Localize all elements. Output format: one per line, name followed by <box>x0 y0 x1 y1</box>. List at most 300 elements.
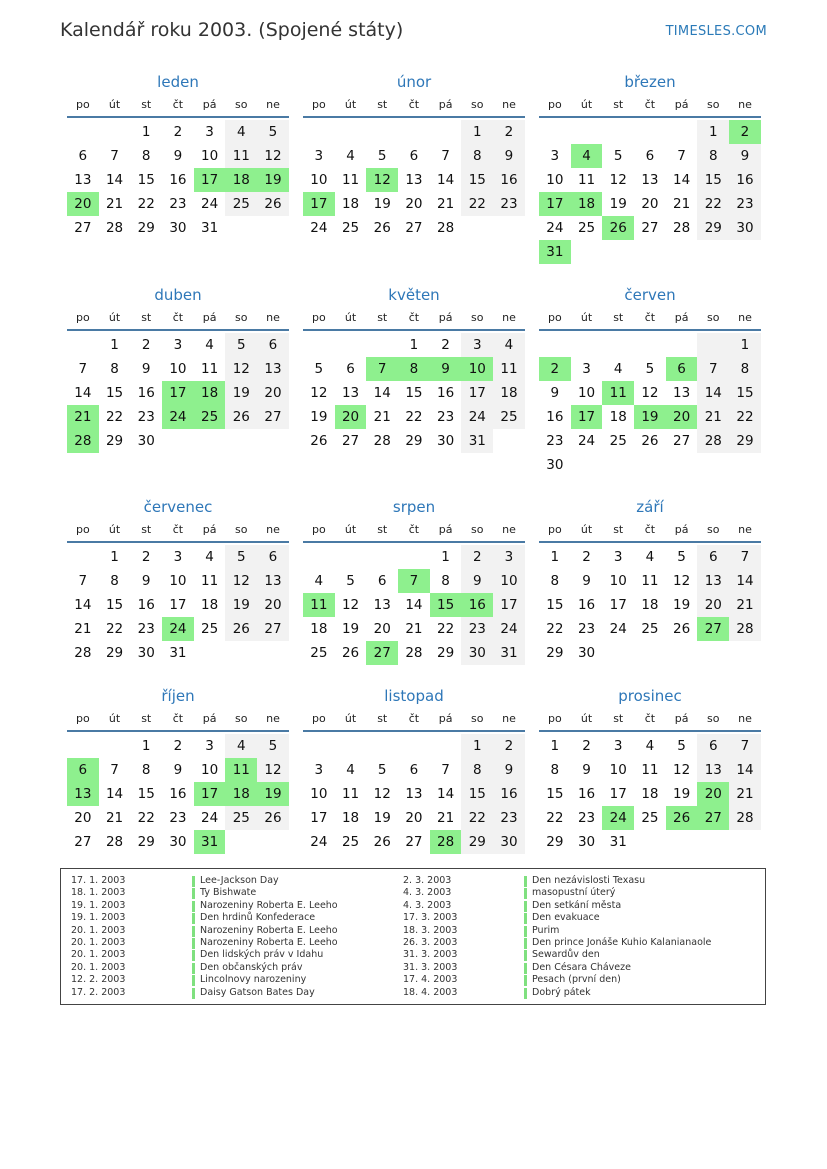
day-cell: 24 <box>201 196 219 212</box>
holiday-marker <box>192 988 195 999</box>
day-grid <box>539 120 761 264</box>
weekday-label: ne <box>266 311 280 324</box>
weekday-header <box>67 307 289 331</box>
weekday-label: ne <box>738 98 752 111</box>
holiday-marker <box>192 926 195 937</box>
day-cell: 23 <box>493 806 525 830</box>
holiday-marker <box>524 975 527 986</box>
weekday-label: čt <box>408 712 420 725</box>
day-cell: 4 <box>346 148 355 164</box>
month-block <box>539 70 761 264</box>
holiday-day-cell: 6 <box>666 357 698 381</box>
weekday-header <box>303 307 525 331</box>
day-cell: 25 <box>201 621 219 637</box>
month-name: září <box>636 498 664 516</box>
day-cell: 29 <box>546 834 564 850</box>
weekday-label: po <box>311 311 326 324</box>
day-cell: 21 <box>729 593 761 617</box>
holiday-day-cell: 9 <box>430 357 462 381</box>
holiday-day-cell: 24 <box>602 806 634 830</box>
day-cell: 16 <box>169 172 187 188</box>
day-cell: 13 <box>373 597 391 613</box>
day-cell: 10 <box>310 172 328 188</box>
day-cell: 14 <box>105 786 124 802</box>
day-cell: 6 <box>645 148 655 164</box>
weekday-label: po <box>311 712 326 725</box>
day-cell: 15 <box>546 597 564 613</box>
day-cell: 25 <box>577 220 596 236</box>
weekday-label: po <box>311 98 326 111</box>
weekday-label: po <box>75 523 90 536</box>
weekday-header <box>67 519 289 543</box>
day-cell: 1 <box>409 337 419 353</box>
day-cell: 2 <box>141 549 151 565</box>
day-cell: 14 <box>373 385 391 401</box>
weekday-header <box>539 519 761 543</box>
day-cell: 3 <box>173 549 183 565</box>
holiday-marker <box>524 988 527 999</box>
day-cell: 10 <box>546 172 564 188</box>
holiday-name: Den občanských práv <box>200 961 303 973</box>
day-cell: 6 <box>377 573 387 589</box>
day-cell: 24 <box>546 220 564 236</box>
day-cell: 25 <box>493 405 525 429</box>
holiday-name: Purim <box>532 924 560 936</box>
holiday-day-cell: 20 <box>335 405 367 429</box>
weekday-label: pá <box>202 712 217 725</box>
day-cell: 15 <box>137 786 155 802</box>
day-cell: 6 <box>697 545 729 569</box>
holiday-day-cell: 19 <box>634 405 666 429</box>
holiday-name: Den setkání města <box>532 899 622 911</box>
weekday-label: po <box>75 311 90 324</box>
holiday-day-cell: 27 <box>366 641 398 665</box>
day-cell: 24 <box>609 621 627 637</box>
day-cell: 9 <box>173 762 183 778</box>
holiday-day-cell: 19 <box>257 782 289 806</box>
holiday-date: 26. 3. 2003 <box>403 936 458 948</box>
empty-cell <box>571 120 603 144</box>
day-cell: 19 <box>225 593 257 617</box>
weekday-label: po <box>75 98 90 111</box>
day-cell: 23 <box>169 810 187 826</box>
day-grid <box>67 734 289 854</box>
day-cell: 30 <box>137 645 155 661</box>
weekday-header <box>67 708 289 732</box>
weekday-label: so <box>235 311 248 324</box>
weekday-label: ne <box>738 523 752 536</box>
day-cell: 13 <box>405 172 423 188</box>
holiday-day-cell: 16 <box>461 593 493 617</box>
holiday-day-cell: 17 <box>303 192 335 216</box>
month-name: leden <box>157 73 199 91</box>
day-cell: 19 <box>225 381 257 405</box>
day-cell: 9 <box>493 144 525 168</box>
holiday-name: Narozeniny Roberta E. Leeho <box>200 899 338 911</box>
holiday-day-cell: 27 <box>697 617 729 641</box>
weekday-label: pá <box>674 311 689 324</box>
weekday-header <box>539 708 761 732</box>
day-cell: 10 <box>609 573 627 589</box>
weekday-header <box>539 307 761 331</box>
day-cell: 21 <box>697 405 729 429</box>
weekday-label: st <box>377 98 388 111</box>
month-name: únor <box>396 73 432 91</box>
day-cell: 8 <box>141 148 151 164</box>
weekday-label: st <box>613 712 624 725</box>
holiday-marker <box>192 888 195 899</box>
weekday-label: čt <box>408 98 420 111</box>
day-cell: 30 <box>546 457 564 473</box>
empty-cell <box>366 545 398 569</box>
day-cell: 13 <box>673 385 691 401</box>
month-block <box>539 495 761 665</box>
holiday-day-cell: 24 <box>162 617 194 641</box>
empty-cell <box>430 120 462 144</box>
day-cell: 5 <box>346 573 355 589</box>
day-cell: 13 <box>697 569 729 593</box>
month-name: prosinec <box>618 687 682 705</box>
day-cell: 20 <box>74 810 92 826</box>
empty-cell <box>303 120 335 144</box>
day-cell: 14 <box>74 597 92 613</box>
day-cell: 2 <box>582 738 591 754</box>
day-grid <box>67 120 289 240</box>
empty-cell <box>666 333 698 357</box>
holiday-day-cell: 2 <box>729 120 761 144</box>
day-cell: 1 <box>110 549 119 565</box>
day-cell: 18 <box>641 786 659 802</box>
weekday-label: út <box>108 98 121 111</box>
day-cell: 16 <box>137 597 155 613</box>
weekday-label: čt <box>408 523 420 536</box>
day-cell: 1 <box>550 549 560 565</box>
day-cell: 25 <box>310 645 328 661</box>
weekday-label: pá <box>438 523 453 536</box>
day-cell: 9 <box>729 144 761 168</box>
day-cell: 8 <box>697 144 729 168</box>
day-cell: 6 <box>257 333 289 357</box>
holiday-name: Den Césara Cháveze <box>532 961 631 973</box>
holiday-name: Narozeniny Roberta E. Leeho <box>200 924 338 936</box>
day-cell: 11 <box>493 357 525 381</box>
day-cell: 27 <box>641 220 659 236</box>
day-cell: 8 <box>729 357 761 381</box>
holiday-date: 2. 3. 2003 <box>403 875 452 886</box>
day-cell: 4 <box>346 762 355 778</box>
empty-cell <box>398 545 430 569</box>
weekday-label: pá <box>438 98 453 111</box>
day-cell: 9 <box>141 361 151 377</box>
holiday-day-cell: 13 <box>67 782 99 806</box>
holiday-day-cell: 18 <box>194 381 226 405</box>
weekday-header <box>67 94 289 118</box>
day-cell: 26 <box>225 617 257 641</box>
holiday-date: 4. 3. 2003 <box>403 887 452 899</box>
day-cell: 3 <box>205 124 214 140</box>
holiday-name: Den hrdinů Konfederace <box>200 912 316 924</box>
day-cell: 23 <box>577 810 596 826</box>
day-cell: 16 <box>577 786 596 802</box>
holiday-date: 18. 4. 2003 <box>403 986 458 998</box>
holiday-name: masopustní úterý <box>532 887 616 899</box>
day-cell: 23 <box>137 621 155 637</box>
day-cell: 13 <box>74 172 92 188</box>
weekday-label: so <box>707 311 720 324</box>
day-cell: 19 <box>673 597 691 613</box>
day-cell: 19 <box>310 409 328 425</box>
day-cell: 12 <box>257 758 289 782</box>
holiday-date: 12. 2. 2003 <box>71 974 126 986</box>
weekday-label: út <box>580 98 593 111</box>
day-cell: 1 <box>461 734 493 758</box>
day-cell: 15 <box>461 168 493 192</box>
day-cell: 17 <box>609 597 627 613</box>
weekday-label: čt <box>172 98 184 111</box>
day-cell: 13 <box>341 385 360 401</box>
empty-cell <box>303 734 335 758</box>
day-cell: 10 <box>201 148 219 164</box>
day-cell: 2 <box>141 337 151 353</box>
holiday-day-cell: 27 <box>697 806 729 830</box>
day-cell: 7 <box>677 148 686 164</box>
empty-cell <box>303 333 335 357</box>
weekday-header <box>539 94 761 118</box>
day-cell: 14 <box>74 385 92 401</box>
day-cell: 29 <box>437 645 455 661</box>
day-cell: 12 <box>257 144 289 168</box>
day-cell: 10 <box>201 762 219 778</box>
day-cell: 25 <box>341 834 360 850</box>
day-cell: 22 <box>105 409 124 425</box>
weekday-label: út <box>108 523 121 536</box>
day-cell: 2 <box>173 738 183 754</box>
holiday-day-cell: 25 <box>194 405 226 429</box>
day-cell: 15 <box>105 597 124 613</box>
day-cell: 22 <box>137 196 155 212</box>
day-cell: 24 <box>310 834 328 850</box>
weekday-label: ne <box>502 712 516 725</box>
weekday-label: st <box>141 311 152 324</box>
day-cell: 29 <box>461 830 493 854</box>
day-cell: 5 <box>225 333 257 357</box>
weekday-label: ne <box>738 712 752 725</box>
weekday-label: pá <box>674 523 689 536</box>
day-cell: 12 <box>673 573 691 589</box>
day-cell: 5 <box>377 762 387 778</box>
weekday-label: čt <box>172 712 184 725</box>
empty-cell <box>335 734 367 758</box>
empty-cell <box>430 734 462 758</box>
empty-cell <box>335 120 367 144</box>
day-cell: 19 <box>341 621 360 637</box>
day-cell: 7 <box>78 361 88 377</box>
day-cell: 24 <box>577 433 596 449</box>
brand-link[interactable]: TIMESLES.COM <box>665 24 767 39</box>
weekday-label: st <box>141 712 152 725</box>
day-cell: 18 <box>341 810 360 826</box>
day-cell: 21 <box>74 621 92 637</box>
day-cell: 8 <box>110 361 119 377</box>
day-cell: 18 <box>493 381 525 405</box>
holiday-day-cell: 28 <box>430 830 462 854</box>
weekday-label: út <box>580 523 593 536</box>
weekday-label: so <box>707 712 720 725</box>
day-cell: 20 <box>405 196 423 212</box>
weekday-label: pá <box>202 311 217 324</box>
holiday-marker <box>192 963 195 974</box>
day-grid <box>303 545 525 665</box>
weekday-label: ne <box>266 98 280 111</box>
day-cell: 11 <box>201 361 219 377</box>
day-cell: 26 <box>373 220 391 236</box>
day-grid <box>539 734 761 854</box>
weekday-label: čt <box>172 311 184 324</box>
weekday-label: so <box>235 712 248 725</box>
day-cell: 26 <box>257 806 289 830</box>
weekday-label: út <box>108 311 121 324</box>
day-cell: 8 <box>461 144 493 168</box>
day-cell: 8 <box>141 762 151 778</box>
day-cell: 23 <box>169 196 187 212</box>
day-cell: 14 <box>673 172 691 188</box>
day-cell: 3 <box>173 337 183 353</box>
day-cell: 28 <box>729 806 761 830</box>
day-cell: 31 <box>493 641 525 665</box>
day-cell: 3 <box>550 148 560 164</box>
day-cell: 5 <box>645 361 655 377</box>
day-cell: 26 <box>673 621 691 637</box>
holiday-day-cell: 15 <box>430 593 462 617</box>
weekday-label: so <box>471 311 484 324</box>
weekday-label: ne <box>266 712 280 725</box>
month-block <box>303 70 525 240</box>
day-cell: 4 <box>645 549 655 565</box>
day-cell: 12 <box>609 172 627 188</box>
day-cell: 14 <box>729 758 761 782</box>
page-title: Kalendář roku 2003. (Spojené státy) <box>60 19 404 41</box>
day-cell: 6 <box>346 361 355 377</box>
holiday-marker <box>524 901 527 912</box>
day-grid <box>303 333 525 453</box>
day-cell: 18 <box>641 597 659 613</box>
day-cell: 19 <box>673 786 691 802</box>
month-name: květen <box>388 286 440 304</box>
empty-cell <box>634 333 666 357</box>
day-cell: 28 <box>405 645 423 661</box>
day-cell: 3 <box>314 762 324 778</box>
day-cell: 25 <box>225 806 257 830</box>
holiday-marker <box>524 876 527 887</box>
day-grid <box>539 545 761 665</box>
day-cell: 5 <box>677 549 686 565</box>
day-cell: 21 <box>437 810 455 826</box>
day-cell: 6 <box>697 734 729 758</box>
holiday-marker <box>524 963 527 974</box>
holiday-day-cell: 8 <box>398 357 430 381</box>
day-cell: 17 <box>609 786 627 802</box>
holiday-day-cell: 26 <box>666 806 698 830</box>
holiday-name: Den nezávislosti Texasu <box>532 875 646 886</box>
day-cell: 10 <box>310 786 328 802</box>
day-cell: 20 <box>257 593 289 617</box>
day-cell: 22 <box>461 806 493 830</box>
day-cell: 31 <box>461 429 493 453</box>
day-cell: 8 <box>550 762 560 778</box>
day-cell: 11 <box>341 786 360 802</box>
day-cell: 27 <box>74 220 92 236</box>
empty-cell <box>67 734 99 758</box>
day-cell: 9 <box>550 385 560 401</box>
weekday-label: st <box>377 311 388 324</box>
weekday-label: pá <box>674 98 689 111</box>
month-name: červen <box>624 286 676 304</box>
day-cell: 26 <box>257 192 289 216</box>
day-cell: 17 <box>461 381 493 405</box>
day-cell: 22 <box>405 409 423 425</box>
holiday-name: Daisy Gatson Bates Day <box>200 986 315 998</box>
day-cell: 11 <box>225 144 257 168</box>
weekday-label: so <box>471 523 484 536</box>
holiday-day-cell: 18 <box>225 782 257 806</box>
day-cell: 16 <box>729 168 761 192</box>
holiday-date: 17. 4. 2003 <box>403 974 458 986</box>
day-grid <box>67 333 289 453</box>
day-cell: 15 <box>137 172 155 188</box>
day-cell: 19 <box>373 196 391 212</box>
day-cell: 26 <box>310 433 328 449</box>
day-cell: 9 <box>493 758 525 782</box>
weekday-label: ne <box>502 523 516 536</box>
weekday-label: st <box>377 523 388 536</box>
day-cell: 21 <box>373 409 391 425</box>
holiday-date: 31. 3. 2003 <box>403 949 458 961</box>
weekday-label: čt <box>408 311 420 324</box>
day-cell: 27 <box>257 405 289 429</box>
weekday-label: po <box>547 311 562 324</box>
day-cell: 4 <box>645 738 655 754</box>
weekday-label: so <box>471 98 484 111</box>
weekday-label: pá <box>202 523 217 536</box>
day-cell: 27 <box>405 834 423 850</box>
holiday-name: Pesach (první den) <box>532 974 621 986</box>
day-cell: 4 <box>205 549 214 565</box>
day-cell: 1 <box>729 333 761 357</box>
day-cell: 30 <box>493 830 525 854</box>
day-cell: 12 <box>225 357 257 381</box>
day-cell: 29 <box>405 433 423 449</box>
day-cell: 22 <box>546 810 564 826</box>
day-cell: 25 <box>641 810 659 826</box>
empty-cell <box>602 120 634 144</box>
empty-cell <box>634 120 666 144</box>
day-cell: 24 <box>310 220 328 236</box>
day-cell: 7 <box>441 148 450 164</box>
day-cell: 2 <box>173 124 183 140</box>
holiday-day-cell: 18 <box>225 168 257 192</box>
holiday-day-cell: 31 <box>539 240 571 264</box>
day-cell: 1 <box>441 549 450 565</box>
empty-cell <box>99 734 131 758</box>
day-cell: 30 <box>577 834 596 850</box>
holiday-day-cell: 18 <box>571 192 603 216</box>
holiday-day-cell: 12 <box>366 168 398 192</box>
empty-cell <box>303 545 335 569</box>
weekday-label: ne <box>502 311 516 324</box>
day-cell: 12 <box>373 786 391 802</box>
weekday-label: pá <box>438 712 453 725</box>
day-cell: 24 <box>461 405 493 429</box>
